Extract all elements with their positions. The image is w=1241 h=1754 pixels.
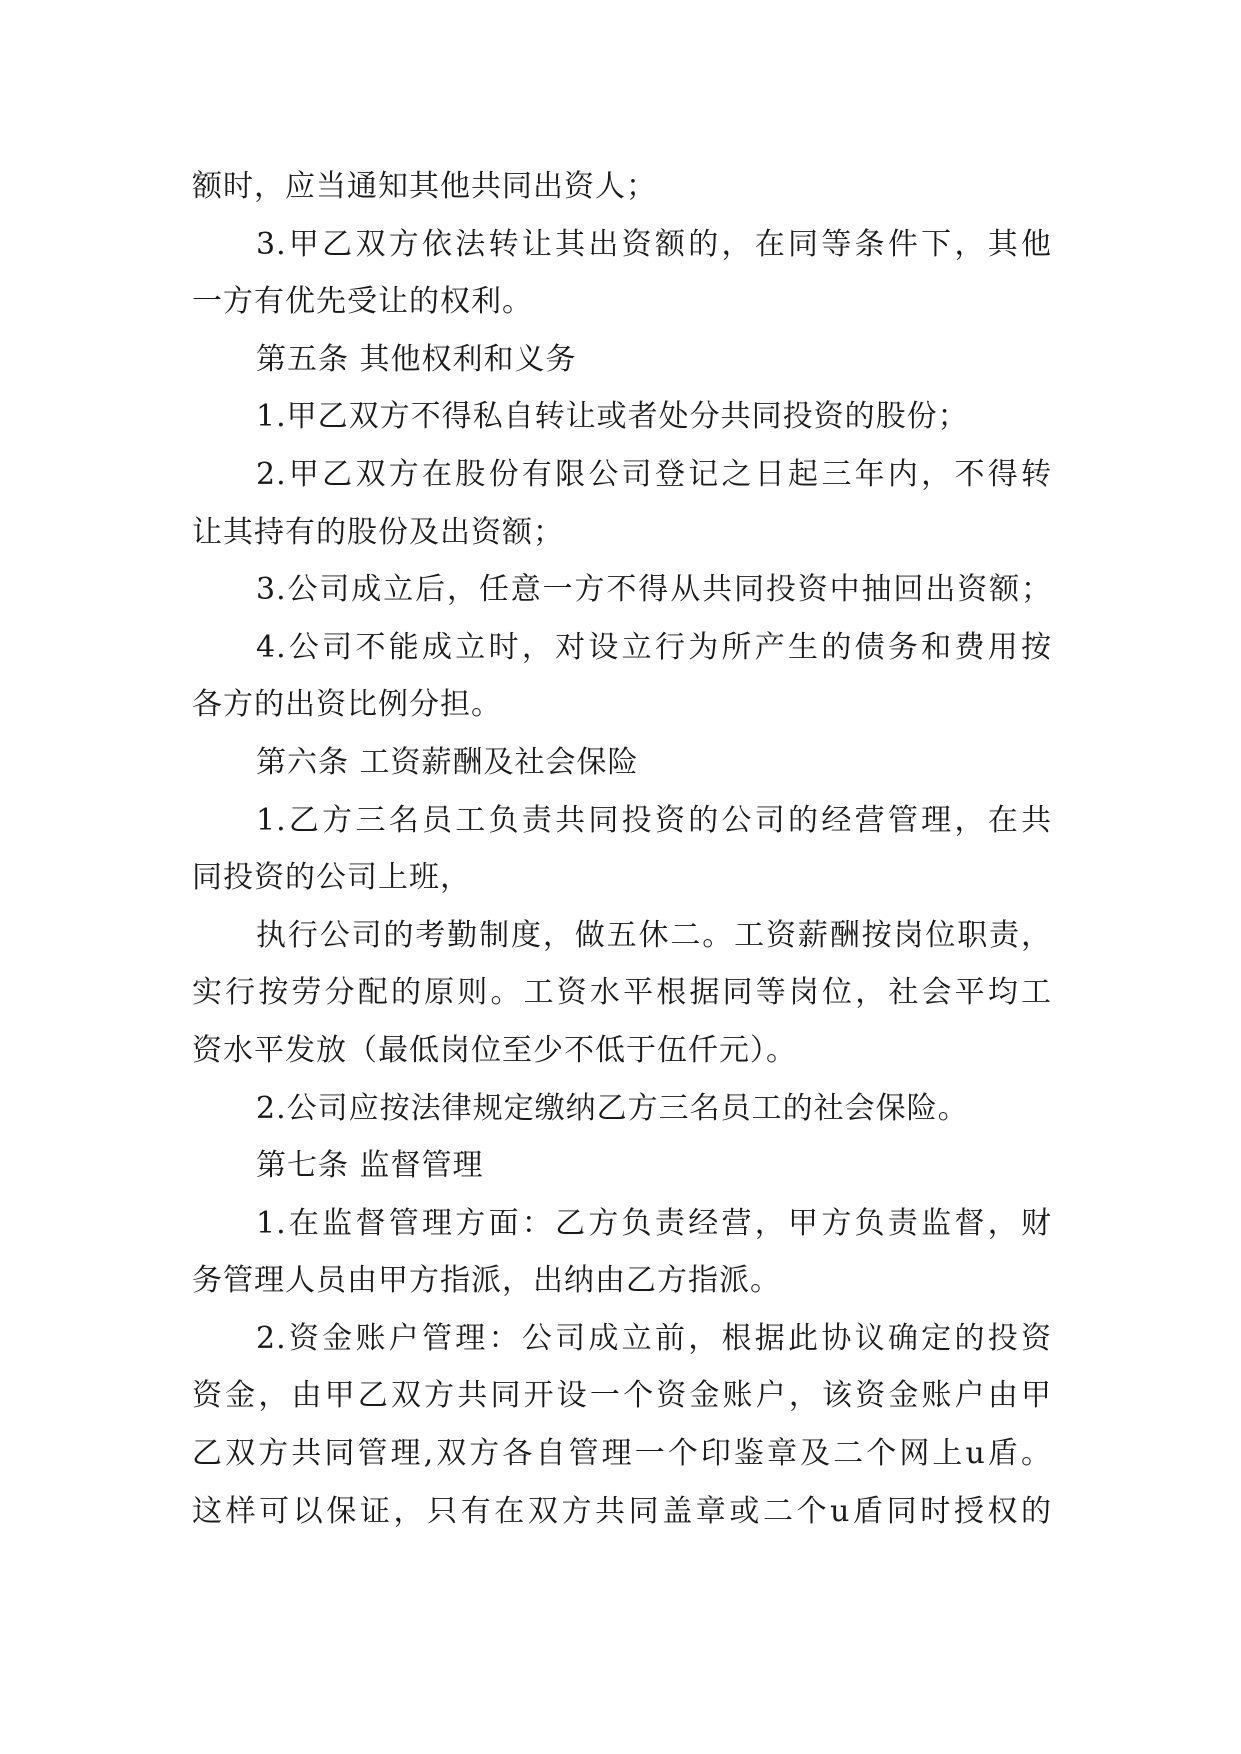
- text-line: 同投资的公司上班，: [192, 860, 471, 896]
- text-line: 3.公司成立后，任意一方不得从共同投资中抽回出资额；: [256, 572, 1052, 608]
- section-heading: 第七条 监督管理: [256, 1148, 484, 1184]
- section-heading: 第六条 工资薪酬及社会保险: [256, 744, 639, 780]
- text-line: 各方的出资比例分担。: [192, 687, 502, 723]
- text-line: 这样可以保证，只有在双方共同盖章或二个u盾同时授权的: [192, 1493, 1052, 1529]
- text-line: 实行按劳分配的原则。工资水平根据同等岗位，社会平均工: [192, 975, 1052, 1011]
- text-line: 2.资金账户管理：公司成立前，根据此协议确定的投资: [256, 1320, 1052, 1356]
- text-line: 2.公司应按法律规定缴纳乙方三名员工的社会保险。: [256, 1090, 969, 1126]
- text-line: 执行公司的考勤制度，做五休二。工资薪酬按岗位职责，: [256, 917, 1052, 953]
- text-line: 资水平发放（最低岗位至少不低于伍仟元）。: [192, 1032, 797, 1068]
- text-line: 1.乙方三名员工负责共同投资的公司的经营管理，在共: [256, 802, 1052, 838]
- text-line: 4.公司不能成立时，对设立行为所产生的债务和费用按: [256, 629, 1052, 665]
- section-heading: 第五条 其他权利和义务: [256, 341, 577, 377]
- text-line: 务管理人员由甲方指派，出纳由乙方指派。: [192, 1263, 781, 1299]
- text-line: 1.甲乙双方不得私自转让或者处分共同投资的股份；: [256, 399, 969, 435]
- text-line: 3.甲乙双方依法转让其出资额的，在同等条件下，其他: [256, 226, 1052, 262]
- text-line: 资金，由甲乙双方共同开设一个资金账户，该资金账户由甲: [192, 1378, 1052, 1414]
- text-line: 乙双方共同管理,双方各自管理一个印鉴章及二个网上u盾。: [192, 1436, 1052, 1472]
- text-line: 2.甲乙双方在股份有限公司登记之日起三年内，不得转: [256, 456, 1052, 492]
- text-line: 1.在监督管理方面：乙方负责经营，甲方负责监督，财: [256, 1205, 1052, 1241]
- document-body: [192, 158, 1052, 1540]
- text-line: 让其持有的股份及出资额；: [192, 514, 564, 550]
- text-line: 一方有优先受让的权利。: [192, 284, 533, 320]
- text-line: 额时，应当通知其他共同出资人；: [192, 169, 657, 204]
